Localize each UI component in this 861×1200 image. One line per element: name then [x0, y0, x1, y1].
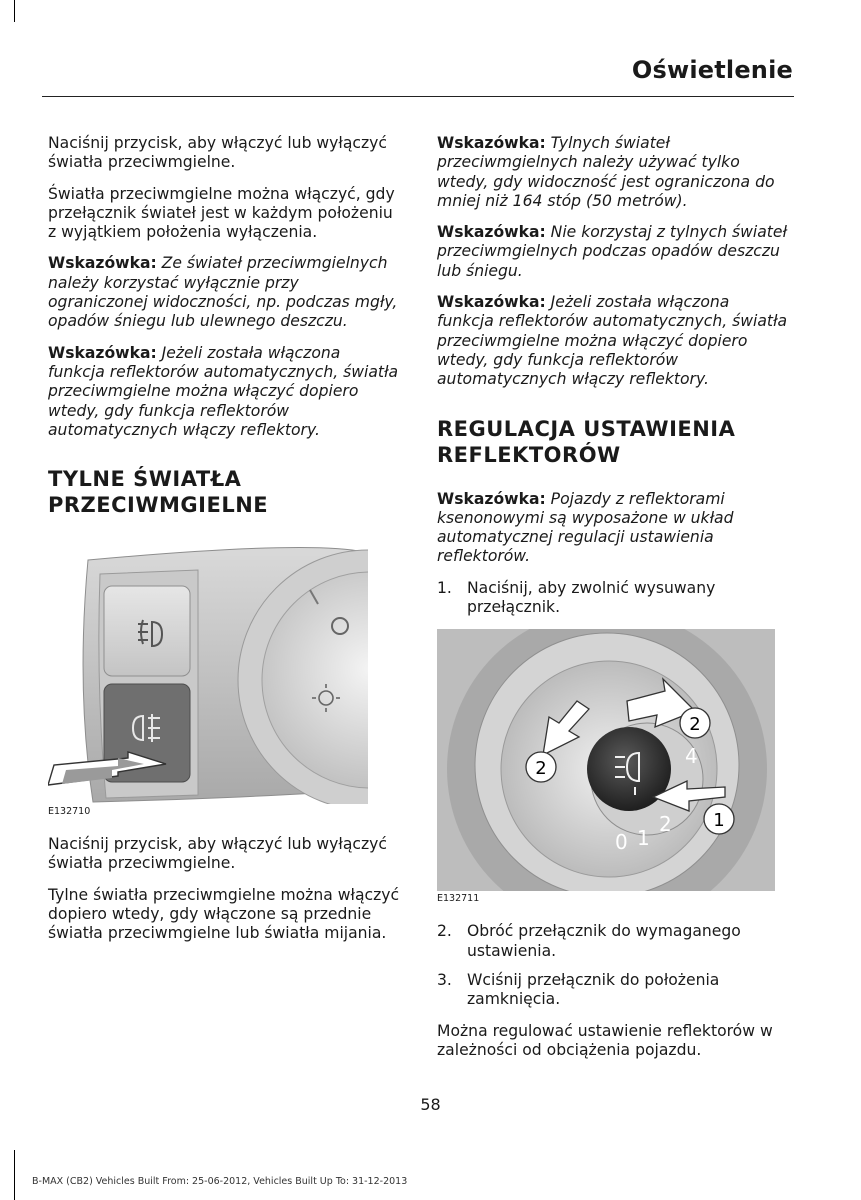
note — [437, 293, 789, 389]
note-label: Wskazówka: — [437, 134, 546, 152]
headlamp-leveling-figure — [437, 629, 789, 891]
step-text: Wciśnij przełącznik do położenia zamknięcia. — [467, 970, 720, 1009]
step-number: 3. — [437, 970, 452, 989]
step-item — [437, 579, 789, 618]
left-column — [48, 134, 400, 956]
figure-code: E132711 — [437, 893, 480, 905]
paragraph: Naciśnij przycisk, aby włączyć lub wyłączyć światła przeciwmgielne. — [48, 134, 387, 172]
dial-number: 0 — [615, 830, 628, 855]
step-number: 2. — [437, 922, 452, 941]
right-column — [437, 134, 789, 1072]
note-text: Ze świateł przeciwmgielnych należy korzystać wyłącznie przy ograniczonej widoczności, np. podczas mgły, opadów śniegu lub ulewnego deszczu. — [48, 254, 398, 331]
steps-list-continued — [437, 922, 789, 1009]
step-item — [437, 971, 789, 1010]
callout-label: 2 — [689, 714, 701, 736]
crop-mark-bottom-left-vertical — [14, 1150, 15, 1200]
paragraph: Światła przeciwmgielne można włączyć, gdy przełącznik świateł jest w każdym położeniu z wyjątkiem położenia wyłączenia. — [48, 184, 395, 242]
step-text: Naciśnij, aby zwolnić wysuwany przełącznik. — [467, 578, 716, 617]
page-title: Oświetlenie — [631, 56, 793, 84]
headlamp-leveling-illustration — [437, 629, 775, 891]
note — [437, 223, 789, 281]
note — [48, 344, 400, 440]
note-label: Wskazówka: — [437, 293, 546, 312]
callout-label: 2 — [535, 758, 547, 780]
note-label: Wskazówka: — [48, 254, 157, 273]
note-label: Wskazówka: — [437, 223, 546, 242]
steps-list-start — [437, 579, 789, 618]
note-text: Pojazdy z reflektorami ksenonowymi są wyposażone w układ automatycznej regulacji ustawienia reflektorów. — [437, 489, 734, 566]
note — [437, 490, 789, 567]
step-text: Obróć przełącznik do wymaganego ustawienia. — [467, 922, 741, 960]
dial-number: 2 — [659, 812, 672, 837]
note-text: Jeżeli została włączona funkcja reflektorów automatycznych, światła przeciwmgielne można włączyć dopiero wtedy, gdy funkcja reflektorów automatycznych włączy reflektory. — [437, 293, 788, 389]
note-label: Wskazówka: — [437, 489, 546, 508]
note-text: Nie korzystaj z tylnych świateł przeciwmgielnych podczas opadów deszczu lub śniegu. — [437, 223, 787, 280]
note — [48, 254, 400, 331]
step-item — [437, 922, 789, 961]
note-label: Wskazówka: — [48, 343, 157, 362]
footer: B-MAX (CB2) Vehicles Built From: 25-06-2012, Vehicles Built Up To: 31-12-2013 — [32, 1176, 408, 1187]
rear-fog-switch-figure — [48, 540, 400, 804]
page-number: 58 — [420, 1095, 441, 1114]
note — [437, 134, 789, 211]
rear-fog-switch-illustration — [48, 540, 368, 804]
paragraph: Można regulować ustawienie reflektorów w zależności od obciążenia pojazdu. — [437, 1021, 773, 1059]
callout-label: 1 — [713, 810, 725, 832]
paragraph: Tylne światła przeciwmgielne można włączyć dopiero wtedy, gdy włączone są przednie światła przeciwmgielne lub światła mijania. — [48, 885, 400, 943]
header-divider — [42, 96, 794, 97]
dial-number: 4 — [685, 744, 698, 769]
section-heading: TYLNE ŚWIATŁA PRZECIWMGIELNE — [48, 467, 269, 518]
crop-mark-top-left-vertical — [14, 0, 15, 22]
figure-code: E132710 — [48, 806, 91, 818]
dial-number: 1 — [637, 826, 650, 851]
step-number: 1. — [437, 578, 452, 597]
paragraph: Naciśnij przycisk, aby włączyć lub wyłączyć światła przeciwmgielne. — [48, 835, 387, 873]
note-text: Tylnych świateł przeciwmgielnych należy używać tylko wtedy, gdy widoczność jest ograniczona do mniej niż 164 stóp (50 metrów). — [437, 134, 775, 210]
note-text: Jeżeli została włączona funkcja reflektorów automatycznych, światła przeciwmgielne można włączyć dopiero wtedy, gdy funkcja reflektorów automatycznych włączy reflektory. — [48, 343, 399, 439]
section-heading: REGULACJA USTAWIENIA REFLEKTORÓW — [437, 416, 736, 467]
